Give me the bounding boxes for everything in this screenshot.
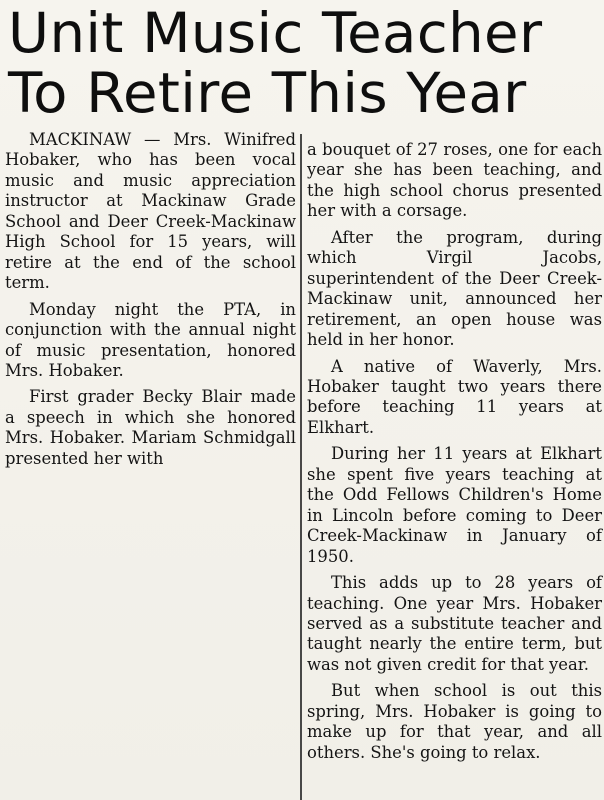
paragraph: During her 11 years at Elkhart she spent five years teaching at the Odd Fellows Children's Home in Lincoln before coming to Deer Creek-Mackinaw in January of 1950.	[307, 444, 602, 566]
left-column	[5, 130, 296, 475]
headline-line-2: To Retire This Year	[8, 61, 527, 125]
paragraph: Monday night the PTA, in conjunction with the annual night of music presentation, honored Mrs. Hobaker.	[5, 299, 296, 380]
paragraph: MACKINAW — Mrs. Winifred Hobaker, who has been vocal music and music appreciation instructor at Mackinaw Grade School and Deer Creek-Mackinaw High School for 15 years, will retire at the end of the school term.	[5, 130, 296, 293]
right-column	[307, 140, 602, 769]
paragraph: This adds up to 28 years of teaching. One year Mrs. Hobaker served as a substitute teacher and taught nearly the entire term, but was not given credit for that year.	[307, 573, 602, 674]
paragraph: A native of Waverly, Mrs. Hobaker taught two years there before teaching 11 years at Elkhart.	[307, 356, 602, 437]
column-divider	[300, 134, 302, 800]
paragraph: But when school is out this spring, Mrs. Hobaker is going to make up for that year, and all others. She's going to relax.	[307, 681, 602, 762]
headline-line-1: Unit Music Teacher	[8, 1, 543, 65]
paragraph: a bouquet of 27 roses, one for each year she has been teaching, and the high school chorus presented her with a corsage.	[307, 140, 602, 221]
paragraph: First grader Becky Blair made a speech in which she honored Mrs. Hobaker. Mariam Schmidgall presented her with	[5, 387, 296, 468]
paragraph: After the program, during which Virgil Jacobs, superintendent of the Deer Creek-Mackinaw unit, announced her retirement, an open house was held in her honor.	[307, 227, 602, 350]
